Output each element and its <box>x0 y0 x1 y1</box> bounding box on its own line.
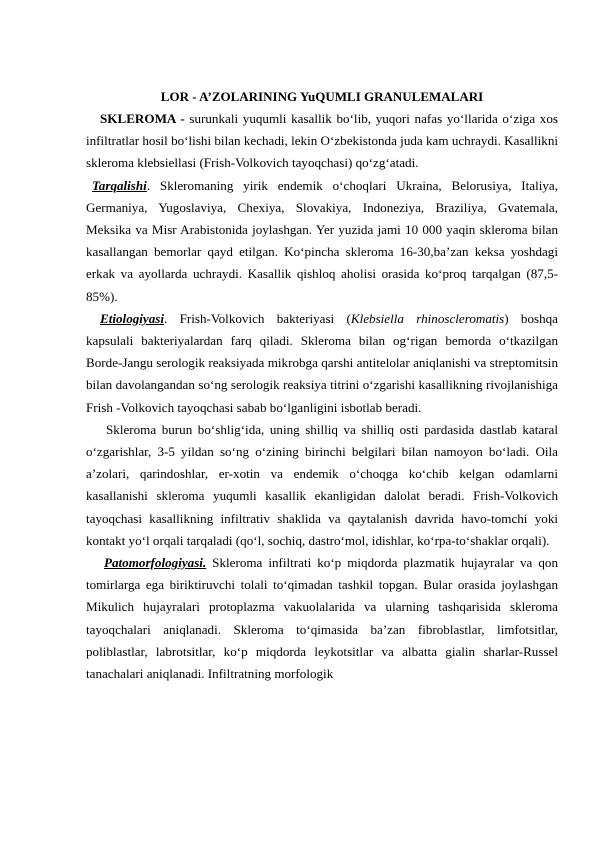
paragraph-patomorfologiyasi-text: Skleroma infiltrati ko‘p miqdorda plazmatik hujayralar va qon tomirlarga ega biriktiruvchi tolali to‘qimadan tashkil topgan. Bular orasida joylashgan Mikulich hujayralari protoplazma vakuolalarida va ularning tashqarisida skleroma tayoqchalari aniqlanadi. Skleroma to‘qimasida ba’zan fibroblastlar, limfotsitlar, poliblastlar, labrotsitlar, ko‘p miqdorda leykotsitlar va albatta gialin sharlar-Russel tanachalari aniqlanadi. Infiltratning morfologik <box>86 555 558 682</box>
paragraph-tarqalishi-text: . Skleromaning yirik endemik o‘choqlari Ukraina, Belorusiya, Italiya, Germaniya, Yugoslaviya, Chexiya, Slovakiya, Indoneziya, Braziliya, Gvatemala, Meksika va Misr Arabistonida joylashgan. Yer yuzida jami 10 000 yaqin skleroma bilan kasallangan bemorlar qayd etilgan. Ko‘pincha skleroma 16-30,ba’zan keksa yoshdagi erkak va ayollarda uchraydi. Kasallik qishloq aholisi orasida ko‘proq tarqalgan (87,5-85%). <box>86 177 558 304</box>
heading-etiologiyasi: Etiologiyasi <box>100 310 165 326</box>
paragraph-etiologiyasi <box>86 308 558 419</box>
paragraph-skleroma-course: Skleroma burun bo‘shlig‘ida, uning shilliq va shilliq osti pardasida dastlab kataral o‘zgarishlar, 3-5 yildan so‘ng o‘zining birinchi belgilari bilan namoyon bo‘ladi. Oila a’zolari, qarindoshlar, er-xotin va endemik o‘choqga ko‘chib kelgan odamlarni kasallanishi skleroma yuqumli kasallik ekanligidan dalolat beradi. Frish-Volkovich tayoqchasi kasallikning infiltrativ shaklida va qaytalanish davrida havo-tomchi yoki kontakt yo‘l orqali tarqaladi (qo‘l, sochiq, dastro‘mol, idishlar, ko‘rpa-to‘shaklar orqali). <box>86 421 558 548</box>
paragraph-skleroma-definition <box>86 108 558 175</box>
latin-species-name: Klebsiella rhinoscleromatis <box>350 310 505 326</box>
heading-tarqalishi: Tarqalishi <box>92 177 147 193</box>
paragraph-etiologiyasi-text-2: ) boshqa kapsulali bakteriyalardan farq qiladi. Skleroma bilan og‘rigan bemorda o‘tkazilgan Borde-Jangu serologik reaksiyada mikrobga qarshi antitelolar aniqlanishi va streptomitsin bilan davolangandan so‘ng serologik reaksiya titrini o‘zgarishi kasallikning rivojlanishiga Frish -Volkovich tayoqchasi sabab bo‘lganligini isbotlab beradi. <box>86 310 558 415</box>
paragraph-tarqalishi <box>86 175 558 308</box>
document-title: LOR - A’ZOLARINING YuQUMLI GRANULEMALARI <box>160 89 484 104</box>
paragraph-skleroma-text: surunkali yuqumli kasallik bo‘lib, yuqori nafas yo‘llarida o‘ziga xos infiltratlar hosil bo‘lishi bilan kechadi, lekin O‘zbekistonda juda kam uchraydi. Kasallikni skleroma klebsiellasi (Frish-Volkovich tayoqchasi) qo‘zg‘atadi. <box>86 111 558 171</box>
heading-patomorfologiyasi: Patomorfologiyasi. <box>104 555 207 571</box>
paragraph-etiologiyasi-text-1: . Frish-Volkovich bakteriyasi ( <box>164 310 351 326</box>
paragraph-patomorfologiyasi <box>86 552 558 685</box>
term-skleroma: SKLEROMA - <box>100 111 185 126</box>
document-page <box>86 86 558 685</box>
